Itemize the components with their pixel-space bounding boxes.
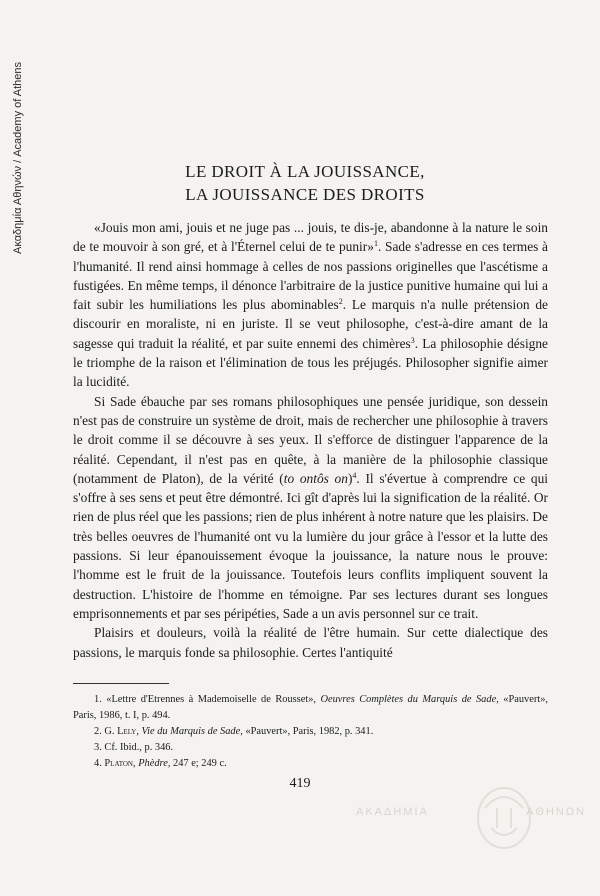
footnote-2-text-c: , «Pauvert», Paris, 1982, p. 341. xyxy=(240,726,374,737)
footnote-4-text-b: , xyxy=(132,758,139,769)
paragraph-1-text-b: . Sade s'adresse en ces termes à l'humanité. Il rend ainsi hommage à celles de nos passions originelles que l'ascétisme a fustigées. En même temps, il dénonce l'arbitraire de la justice punitive humaine qui lui a fait subir les humiliations les plus abominables xyxy=(73,239,549,313)
paragraph-3-text: Plaisirs et douleurs, voilà la réalité de l'être humain. Sur cette dialectique des passions, le marquis fonde sa philosophie. Certes l'antiquité xyxy=(73,625,548,660)
paragraph-1-text-c: . Le marquis n'a nulle prétension de discourir en moraliste, ni en juriste. Il se veut philosophe, c'est-à-dire amant de la sagesse qui traduit la réalité, et par suite ennemi des chimères xyxy=(73,297,548,351)
footnote-2-text-b: , xyxy=(136,726,142,737)
footnote-divider xyxy=(73,683,169,684)
paragraph-1-text-a: «Jouis mon ami, jouis et ne juge pas ... jouis, te dis-je, abandonne à la nature le soin de te mouvoir à son gré, et à l'Éternel celui de te punir» xyxy=(73,220,548,255)
chapter-title-line-2: LA JOUISSANCE DES DROITS xyxy=(185,185,425,204)
footnote-ref-4: 4 xyxy=(352,470,357,480)
paragraph-1 xyxy=(73,218,548,392)
academy-seal-left: ΑΚΑΔΗΜΙΑ xyxy=(356,806,429,818)
footnote-4 xyxy=(73,756,548,772)
footnote-2-italic: Vie du Marquis de Sade xyxy=(141,726,241,737)
footnote-4-author: Platon xyxy=(104,758,133,769)
academy-watermark-text: Ακαδημία Αθηνών / Academy of Athens xyxy=(12,61,24,254)
paragraph-3 xyxy=(73,623,548,662)
chapter-title-line-1: LE DROIT À LA JOUISSANCE, xyxy=(185,162,425,181)
footnote-ref-1: 1 xyxy=(373,239,378,249)
footnote-2-author: G. Lely xyxy=(104,726,137,737)
page-number: 419 xyxy=(289,776,311,791)
paragraph-2-italic-greek: to ontôs on xyxy=(283,470,348,486)
academy-seal-icon xyxy=(439,778,569,858)
footnote-4-text-c: , 247 e; 249 c. xyxy=(167,758,227,769)
academy-seal-right: ΑΘΗΝΩΝ xyxy=(526,806,586,818)
footnote-3-text: 3. Cf. Ibid., p. 346. xyxy=(94,742,174,753)
footnote-1-text-a: 1. «Lettre d'Etrennes à Mademoiselle de Rousset», xyxy=(94,694,321,705)
footnote-4-text-a: 4. xyxy=(94,758,105,769)
footnote-2 xyxy=(73,724,548,740)
academy-seal-text xyxy=(356,806,586,818)
paragraph-2-text-c: . Il s'évertue à comprendre ce qui s'offre à ses sens et peut être démontré. Ici gît d'après lui la signification de la réalité. Or rien de plus réel que les passions; rien de plus inhérent à notre nature que les plaisirs. De très belles oeuvres de l'humanité ont vu la lumière du jour grâce à l'essor et la lutte des passions. Si leur épanouissement évoque la jouissance, la nature nous le prouve: l'homme est le fruit de la jouissance. Toutefois leurs conflits impliquent souvent la destruction. L'histoire de l'homme en témoigne. Par ses lectures durant ses longues emprisonnements et par ses péripéties, Sade a un avis personnel sur ce trait. xyxy=(73,470,548,621)
footnote-3 xyxy=(73,740,548,756)
paragraph-2-text-a: Si Sade ébauche par ses romans philosophiques une pensée juridique, son dessein n'est pas de construire un système de droit, mais de rechercher une philosophie à travers le droit comme il se découvre à ses yeux. Il s'efforce de distinguer l'apparence de la réalité. Cependant, il n'est pas en quête, à la manière de la philosophie classique (notamment de Platon), de la vérité ( xyxy=(73,393,548,486)
paragraph-2 xyxy=(73,392,548,624)
footnote-4-italic: Phèdre xyxy=(138,758,168,769)
footnote-2-text-a: 2. xyxy=(94,726,105,737)
footnote-1 xyxy=(73,692,548,724)
footnote-ref-3: 3 xyxy=(410,335,415,345)
academy-watermark xyxy=(12,44,30,254)
footnote-ref-2: 2 xyxy=(338,297,343,307)
footnote-1-italic: Oeuvres Complètes du Marquis de Sade xyxy=(320,694,497,705)
chapter-title xyxy=(60,160,550,206)
body-text xyxy=(73,218,548,662)
paragraph-2-text-b: ) xyxy=(347,470,353,486)
paragraph-1-text-d: . La philosophie désigne le triomphe de la raison et l'élimination de tous les préjugés. Philosopher signifie aimer la lucidité. xyxy=(73,335,548,390)
footnotes xyxy=(73,692,548,772)
footnote-1-text-b: , «Pauvert», Paris, 1986, t. I, p. 494. xyxy=(73,694,548,721)
